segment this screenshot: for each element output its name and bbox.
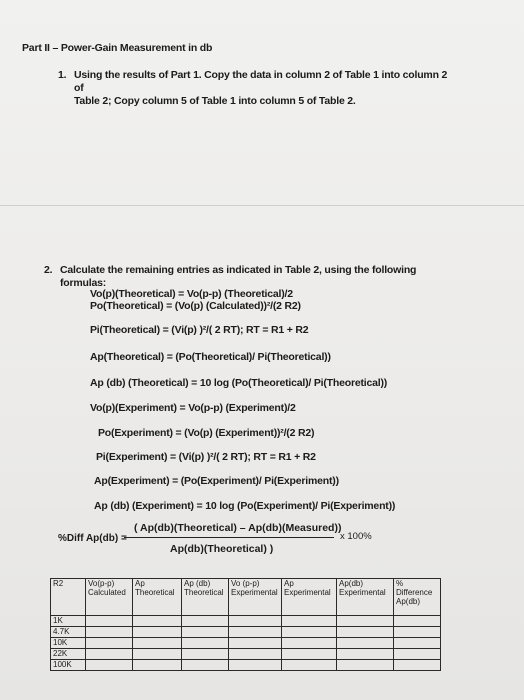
table-cell[interactable] [229,649,282,660]
header-apdb-theoretical: Ap (db) Theoretical [182,579,229,616]
table-cell[interactable] [86,616,133,627]
table-cell[interactable] [133,649,182,660]
header-ap-experimental: Ap Experimental [282,579,337,616]
fraction-bar [124,537,334,538]
table-cell[interactable] [229,660,282,671]
row-r2-value: 22K [51,649,86,660]
formula-ap-experiment: Ap(Experiment) = (Po(Experiment)/ Pi(Experiment)) [94,475,339,487]
table-cell[interactable] [337,627,394,638]
table-cell[interactable] [86,660,133,671]
step-1-text [74,69,458,108]
table-cell[interactable] [86,649,133,660]
table-cell[interactable] [182,616,229,627]
table-row [51,660,441,671]
table-cell[interactable] [394,660,441,671]
step-2-number: 2. [44,264,53,276]
formula-ap-theoretical: Ap(Theoretical) = (Po(Theoretical)/ Pi(Theoretical)) [90,351,331,363]
table-cell[interactable] [337,649,394,660]
formula-vop-experiment: Vo(p)(Experiment) = Vo(p-p) (Experiment)/2 [90,402,296,414]
table-cell[interactable] [133,627,182,638]
table-cell[interactable] [229,616,282,627]
table-cell[interactable] [394,649,441,660]
table-row [51,638,441,649]
step-1-line-1: Using the results of Part 1. Copy the data in column 2 of Table 1 into column 2 of [74,69,448,94]
table-cell[interactable] [282,649,337,660]
table-cell[interactable] [182,638,229,649]
formula-po-experiment: Po(Experiment) = (Vo(p) (Experiment))²/(2 R2) [98,427,315,439]
formula-pi-experiment: Pi(Experiment) = (Vi(p) )²/( 2 RT); RT = R1 + R2 [96,451,316,463]
row-r2-value: 100K [51,660,86,671]
row-r2-value: 10K [51,638,86,649]
table-cell[interactable] [229,627,282,638]
table-cell[interactable] [394,638,441,649]
table-cell[interactable] [394,627,441,638]
table-cell[interactable] [133,616,182,627]
row-r2-value: 1K [51,616,86,627]
table-cell[interactable] [282,627,337,638]
header-ap-theoretical: Ap Theoretical [133,579,182,616]
table-cell[interactable] [182,627,229,638]
header-vopp-calculated: Vo(p-p) Calculated [86,579,133,616]
table-cell[interactable] [133,660,182,671]
table-row [51,627,441,638]
diff-numerator: ( Ap(db)(Theoretical) – Ap(db)(Measured)) [134,522,342,534]
table-cell[interactable] [182,660,229,671]
formula-apdb-experiment: Ap (db) (Experiment) = 10 log (Po(Experiment)/ Pi(Experiment)) [94,500,396,512]
table-cell[interactable] [182,649,229,660]
formula-apdb-theoretical: Ap (db) (Theoretical) = 10 log (Po(Theoretical)/ Pi(Theoretical)) [90,377,388,389]
table-cell[interactable] [229,638,282,649]
table-cell[interactable] [337,638,394,649]
formula-vop-theoretical: Vo(p)(Theoretical) = Vo(p-p) (Theoretical)/2 [90,288,293,300]
step-1-line-2: Table 2; Copy column 5 of Table 1 into column 5 of Table 2. [74,95,356,107]
table-cell[interactable] [337,660,394,671]
step-1-number: 1. [58,69,67,81]
table-cell[interactable] [86,627,133,638]
header-vopp-experimental: Vo (p-p) Experimental [229,579,282,616]
page-divider [0,205,524,206]
formula-pi-theoretical: Pi(Theoretical) = (Vi(p) )²/( 2 RT); RT = R1 + R2 [90,324,309,336]
row-r2-value: 4.7K [51,627,86,638]
results-table [50,578,441,671]
header-pct-difference: % Difference Ap(db) [394,579,441,616]
step-2-text: Calculate the remaining entries as indicated in Table 2, using the following formulas: [60,264,417,289]
header-apdb-experimental: Ap(db) Experimental [337,579,394,616]
header-r2: R2 [51,579,86,616]
table-cell[interactable] [394,616,441,627]
table-row [51,616,441,627]
diff-multiplier: x 100% [340,531,372,542]
top-sheet [0,0,524,224]
table-cell[interactable] [86,638,133,649]
formula-po-theoretical: Po(Theoretical) = (Vo(p) (Calculated))²/(2 R2) [90,300,301,312]
section-title: Part II – Power-Gain Measurement in db [22,42,213,54]
table-cell[interactable] [282,616,337,627]
table-cell[interactable] [337,616,394,627]
table-cell[interactable] [282,660,337,671]
table-row [51,649,441,660]
table-cell[interactable] [282,638,337,649]
table-header-row [51,579,441,616]
table-cell[interactable] [133,638,182,649]
diff-denominator: Ap(db)(Theoretical) ) [170,543,274,555]
diff-label: %Diff Ap(db) = [58,533,127,544]
